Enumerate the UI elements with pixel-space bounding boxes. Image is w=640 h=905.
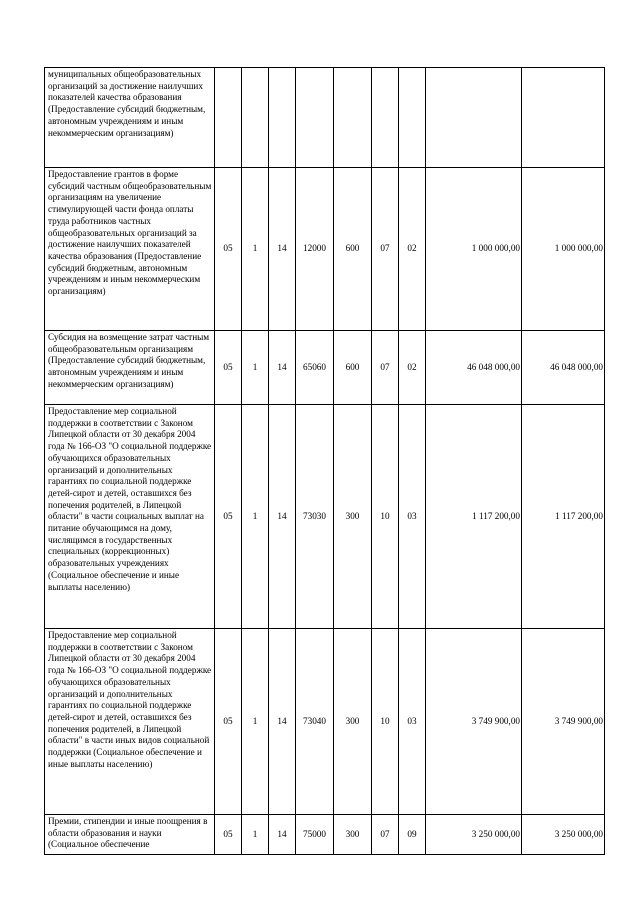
budget-table-page — [44, 67, 604, 855]
cell-amount-2: 1 000 000,00 — [522, 168, 605, 331]
cell-code-3 — [269, 68, 296, 168]
cell-code-6 — [372, 68, 399, 168]
cell-code-1: 05 — [215, 405, 242, 629]
row-description: Субсидия на возмещение затрат частным общеобразовательным организациям (Предоставление субсидий бюджетным, автономным учреждениям и иным некоммерческим организациям) — [45, 331, 215, 405]
cell-amount-1: 46 048 000,00 — [426, 331, 522, 405]
cell-code-1: 05 — [215, 815, 242, 855]
row-description: муниципальных общеобразовательных организаций за достижение наилучших показателей качества образования (Предоставление субсидий бюджетным, автономным учреждениям и иным некоммерческим организациям) — [45, 68, 215, 168]
cell-code-2: 1 — [242, 405, 269, 629]
row-description: Премии, стипендии и иные поощрения в области образования и науки (Социальное обеспечение — [45, 815, 215, 855]
cell-code-1: 05 — [215, 629, 242, 815]
cell-code-3: 14 — [269, 168, 296, 331]
cell-code-1: 05 — [215, 331, 242, 405]
cell-code-2: 1 — [242, 331, 269, 405]
cell-code-3: 14 — [269, 815, 296, 855]
cell-amount-2: 3 250 000,00 — [522, 815, 605, 855]
cell-code-7: 02 — [399, 331, 426, 405]
cell-code-1 — [215, 68, 242, 168]
cell-code-3: 14 — [269, 405, 296, 629]
cell-code-5: 300 — [334, 405, 372, 629]
cell-code-4 — [296, 68, 334, 168]
table-row — [45, 331, 605, 405]
cell-code-5: 600 — [334, 331, 372, 405]
cell-amount-1 — [426, 68, 522, 168]
cell-code-7: 02 — [399, 168, 426, 331]
cell-code-7: 09 — [399, 815, 426, 855]
cell-code-6: 07 — [372, 168, 399, 331]
table-row — [45, 405, 605, 629]
cell-code-5: 600 — [334, 168, 372, 331]
cell-code-3: 14 — [269, 629, 296, 815]
cell-amount-2: 46 048 000,00 — [522, 331, 605, 405]
cell-code-6: 10 — [372, 629, 399, 815]
row-description: Предоставление мер социальной поддержки в соответствии с Законом Липецкой области от 30 декабря 2004 года № 166-ОЗ "О социальной поддержке обучающихся образовательных организаций и дополнительных гарантиях по социальной поддержке детей-сирот и детей, оставшихся без попечения родителей, в Липецкой области" в части социальных выплат на питание обучающимся на дому, числящимся в государственных специальных (коррекционных) образовательных учреждениях (Социальное обеспечение и иные выплаты населению) — [45, 405, 215, 629]
cell-amount-1: 3 250 000,00 — [426, 815, 522, 855]
cell-code-6: 10 — [372, 405, 399, 629]
table-row — [45, 815, 605, 855]
cell-code-2: 1 — [242, 815, 269, 855]
cell-code-1: 05 — [215, 168, 242, 331]
budget-table — [44, 67, 605, 855]
cell-code-6: 07 — [372, 331, 399, 405]
cell-code-6: 07 — [372, 815, 399, 855]
cell-code-3: 14 — [269, 331, 296, 405]
cell-code-4: 65060 — [296, 331, 334, 405]
cell-code-4: 75000 — [296, 815, 334, 855]
cell-code-7: 03 — [399, 629, 426, 815]
cell-amount-1: 1 000 000,00 — [426, 168, 522, 331]
row-description: Предоставление мер социальной поддержки в соответствии с Законом Липецкой области от 30 декабря 2004 года № 166-ОЗ "О социальной поддержке обучающихся образовательных организаций и дополнительных гарантиях по социальной поддержке детей-сирот и детей, оставшихся без попечения родителей, в Липецкой области" в части иных видов социальной поддержки (Социальное обеспечение и иные выплаты населению) — [45, 629, 215, 815]
cell-amount-1: 1 117 200,00 — [426, 405, 522, 629]
cell-code-2 — [242, 68, 269, 168]
cell-code-5: 300 — [334, 629, 372, 815]
cell-code-5 — [334, 68, 372, 168]
table-row — [45, 168, 605, 331]
table-row — [45, 629, 605, 815]
cell-code-7 — [399, 68, 426, 168]
row-description: Предоставление грантов в форме субсидий частным общеобразовательным организациям на увеличение стимулирующей части фонда оплаты труда работников частных общеобразовательных организаций за достижение наилучших показателей качества образования (Предоставление субсидий бюджетным, автономным учреждениям и иным некоммерческим организациям) — [45, 168, 215, 331]
cell-amount-1: 3 749 900,00 — [426, 629, 522, 815]
cell-code-2: 1 — [242, 629, 269, 815]
cell-code-7: 03 — [399, 405, 426, 629]
cell-amount-2: 3 749 900,00 — [522, 629, 605, 815]
cell-code-2: 1 — [242, 168, 269, 331]
table-row — [45, 68, 605, 168]
cell-amount-2: 1 117 200,00 — [522, 405, 605, 629]
cell-code-4: 73030 — [296, 405, 334, 629]
cell-amount-2 — [522, 68, 605, 168]
cell-code-4: 73040 — [296, 629, 334, 815]
cell-code-4: 12000 — [296, 168, 334, 331]
cell-code-5: 300 — [334, 815, 372, 855]
